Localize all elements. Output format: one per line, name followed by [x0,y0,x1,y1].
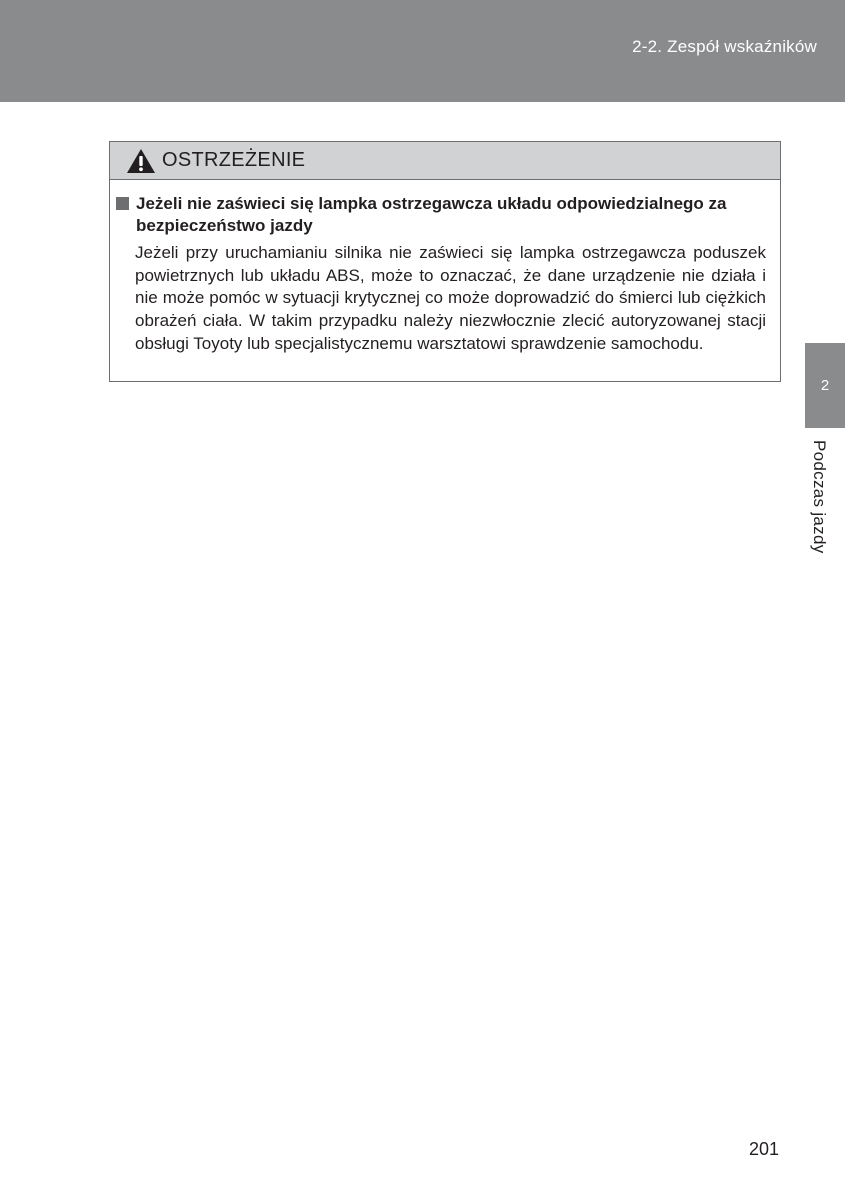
warning-body [110,180,780,356]
warning-item-text: Jeżeli przy uruchamianiu silnika nie zaświeci się lampka ostrzegawcza poduszek powietrznych lub układu ABS, może to oznaczać, że dane urządzenie nie działa i nie może pomóc w sytuacji krytycznej co może doprowadzić do śmierci lub ciężkich obrażeń ciała. W takim przypadku należy niezwłocznie zlecić autoryzowanej stacji obsługi Toyoty lub specjalistycznemu warsztatowi sprawdzenie samochodu. [135,243,766,353]
chapter-tab [805,343,845,428]
header-bar [0,0,845,102]
chapter-label: Podczas jazdy [810,440,829,554]
warning-item-heading [116,193,766,237]
square-bullet-icon [116,197,129,210]
warning-triangle-icon [126,148,156,174]
page-number: 201 [749,1139,780,1159]
warning-title: OSTRZEŻENIE [162,149,306,171]
section-title: 2-2. Zespół wskaźników [632,37,817,56]
warning-header [110,142,780,180]
warning-box [109,141,781,382]
warning-item-heading-text: Jeżeli nie zaświeci się lampka ostrzegawcza układu odpowiedzialnego za bezpieczeństwo jazdy [136,194,727,235]
chapter-number: 2 [820,377,830,394]
